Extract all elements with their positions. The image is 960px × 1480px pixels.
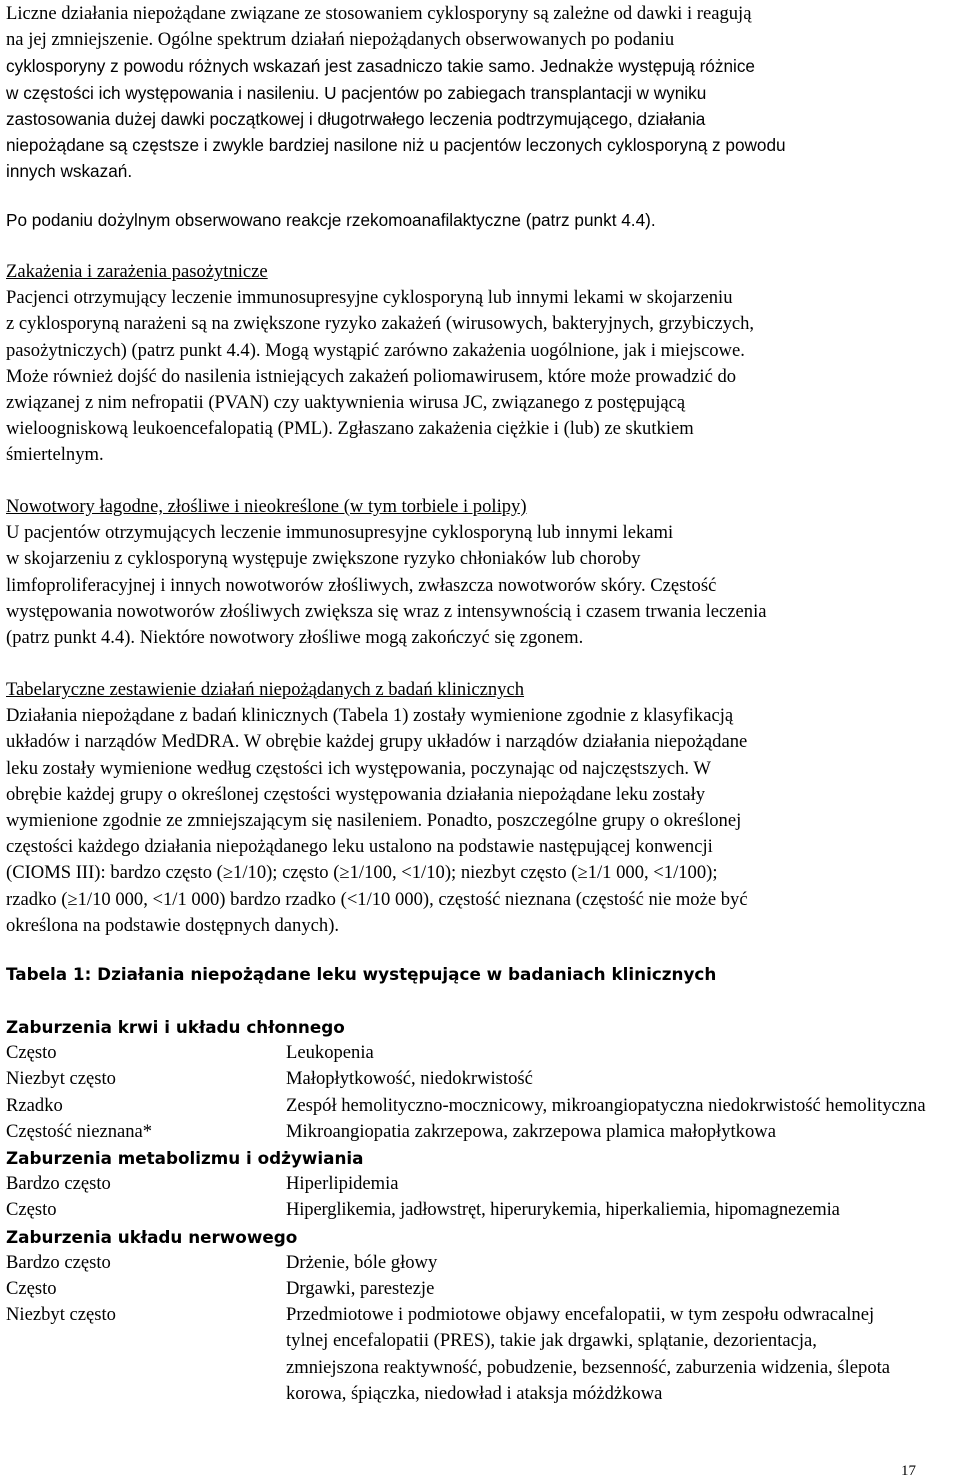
infections-line: Pacjenci otrzymujący leczenie immunosupresyjne cyklosporyną lub innymi lekami w skojarzeniu (6, 287, 733, 309)
tabular-section (6, 677, 748, 939)
intro-line: cyklosporyny z powodu różnych wskazań jest zasadniczo takie samo. Jednakże występują różnice (6, 56, 755, 77)
frequency-cell: Często (6, 1278, 57, 1300)
neoplasms-section (6, 494, 767, 651)
table-group-title: Zaburzenia krwi i układu chłonnego (6, 1017, 345, 1037)
effect-cell: Przedmiotowe i podmiotowe objawy encefalopatii, w tym zespołu odwracalnej tylnej encefalopatii (PRES), takie jak drgawki, splątanie, dezorientacja, zmniejszona reaktywność, pobudzenie, bezsenność, zaburzenia widzenia, ślepota korowa, śpiączka, niedowład i ataksja móżdżkowa (286, 1304, 891, 1404)
frequency-cell: Częstość nieznana* (6, 1120, 153, 1142)
anaphylaxis-paragraph: Po podaniu dożylnym obserwowano reakcje rzekomoanafilaktyczne (patrz punkt 4.4). (6, 210, 656, 230)
tabular-line: obrębie każdej grupy o określonej częstości występowania działania niepożądane leku zostały (6, 783, 706, 805)
table-row (6, 1040, 956, 1066)
infections-line: śmiertelnym. (6, 444, 104, 466)
infections-line: pasożytniczych) (patrz punkt 4.4). Mogą wystąpić zarówno zakażenia uogólnione, jak i miejscowe. (6, 339, 745, 361)
table-row (6, 1276, 956, 1302)
tabular-line: (CIOMS III): bardzo często (≥1/10); często (≥1/100, <1/10); niezbyt często (≥1/1 000, <1/100); (6, 862, 718, 884)
table-row (6, 1250, 956, 1276)
effect-cell: Hiperglikemia, jadłowstręt, hiperurykemia, hiperkaliemia, hipomagnezemia (286, 1199, 840, 1221)
table-row (6, 1197, 956, 1223)
page-number: 17 (901, 1463, 916, 1479)
table-group-title: Zaburzenia układu nerwowego (6, 1226, 298, 1247)
table-row (6, 1119, 956, 1145)
tabular-line: leku zostały wymienione według częstości ich występowania, poczynając od najczęstszych. W (6, 757, 711, 779)
table-row (6, 1302, 956, 1407)
neoplasms-line: U pacjentów otrzymujących leczenie immunosupresyjne cyklosporyną lub innymi lekami (6, 522, 674, 544)
frequency-cell: Rzadko (6, 1094, 63, 1116)
tabular-title: Tabelaryczne zestawienie działań niepożądanych z badań klinicznych (6, 679, 525, 700)
infections-title: Zakażenia i zarażenia pasożytnicze (6, 261, 268, 282)
frequency-cell: Niezbyt często (6, 1068, 116, 1090)
neoplasms-line: w skojarzeniu z cyklosporyną występuje zwiększone ryzyko chłoniaków lub choroby (6, 548, 641, 570)
frequency-cell: Niezbyt często (6, 1304, 116, 1326)
neoplasms-line: występowania nowotworów złośliwych zwiększa się wraz z intensywnością i czasem trwania leczenia (6, 600, 767, 622)
intro-line: w częstości ich występowania i nasileniu. U pacjentów po zabiegach transplantacji w wyniku (6, 82, 707, 103)
neoplasms-line: limfoproliferacyjnej i innych nowotworów złośliwych, zwłaszcza nowotworów skóry. Częstość (6, 574, 717, 596)
frequency-cell: Często (6, 1042, 57, 1064)
effect-cell: Hiperlipidemia (286, 1173, 399, 1195)
effect-cell: Leukopenia (286, 1042, 374, 1064)
table-row (6, 1171, 956, 1197)
intro-line: innych wskazań. (6, 161, 133, 182)
neoplasms-line: (patrz punkt 4.4). Niektóre nowotwory złośliwe mogą zakończyć się zgonem. (6, 627, 584, 649)
effect-cell: Drżenie, bóle głowy (286, 1251, 438, 1273)
infections-line: Może również dojść do nasilenia istniejących zakażeń poliomawirusem, które może prowadzić do (6, 365, 737, 387)
table-title: Tabela 1: Działania niepożądane leku występujące w badaniach klinicznych (6, 964, 717, 984)
frequency-cell: Często (6, 1199, 57, 1221)
intro-line: na jej zmniejszenie. Ogólne spektrum działań niepożądanych obserwowanych po podaniu (6, 29, 675, 51)
tabular-line: Działania niepożądane z badań klinicznych (Tabela 1) zostały wymienione zgodnie z klasyfikacją (6, 705, 734, 727)
infections-line: związanej z nim nefropatii (PVAN) czy uaktywnienia wirusa JC, związanego z postępującą (6, 392, 686, 414)
tabular-line: określona na podstawie dostępnych danych). (6, 914, 340, 936)
tabular-line: częstości każdego działania niepożądanego leku ustalono na podstawie następującej konwencji (6, 836, 713, 858)
effect-cell: Mikroangiopatia zakrzepowa, zakrzepowa plamica małopłytkowa (286, 1120, 776, 1142)
intro-paragraph (6, 1, 786, 184)
tabular-line: rzadko (≥1/10 000, <1/1 000) bardzo rzadko (<1/10 000), częstość nieznana (częstość nie może być (6, 888, 748, 910)
table-row (6, 1093, 956, 1119)
infections-section (6, 259, 754, 469)
effect-cell: Zespół hemolityczno-mocznicowy, mikroangiopatyczna niedokrwistość hemolityczna (286, 1094, 926, 1116)
effect-cell: Drgawki, parestezje (286, 1278, 435, 1300)
table-group-title: Zaburzenia metabolizmu i odżywiania (6, 1148, 364, 1169)
tabular-line: układów i narządów MedDRA. W obrębie każdej grupy układów i narządów działania niepożądane (6, 731, 748, 753)
tabular-line: wymienione zgodnie ze zmniejszającym się nasileniem. Ponadto, poszczególne grupy o określonej (6, 810, 742, 832)
intro-line: niepożądane są częstsze i zwykle bardziej nasilone niż u pacjentów leczonych cyklosporyną z powodu (6, 135, 786, 156)
effect-cell: Małopłytkowość, niedokrwistość (286, 1068, 533, 1090)
infections-line: wieloogniskową leukoencefalopatią (PML). Zgłaszano zakażenia ciężkie i (lub) ze skutkiem (6, 418, 694, 440)
infections-line: z cyklosporyną narażeni są na zwiększone ryzyko zakażeń (wirusowych, bakteryjnych, grzybiczych, (6, 313, 755, 335)
frequency-cell: Bardzo często (6, 1173, 111, 1195)
intro-line: zastosowania dużej dawki początkowej i długotrwałego leczenia podtrzymującego, działania (6, 108, 706, 129)
adverse-effects-table (6, 1014, 956, 1407)
frequency-cell: Bardzo często (6, 1251, 111, 1273)
neoplasms-title: Nowotwory łagodne, złośliwe i nieokreślone (w tym torbiele i polipy) (6, 496, 527, 517)
table-row (6, 1066, 956, 1092)
intro-line: Liczne działania niepożądane związane ze stosowaniem cyklosporyny są zależne od dawki i reagują (6, 3, 752, 24)
